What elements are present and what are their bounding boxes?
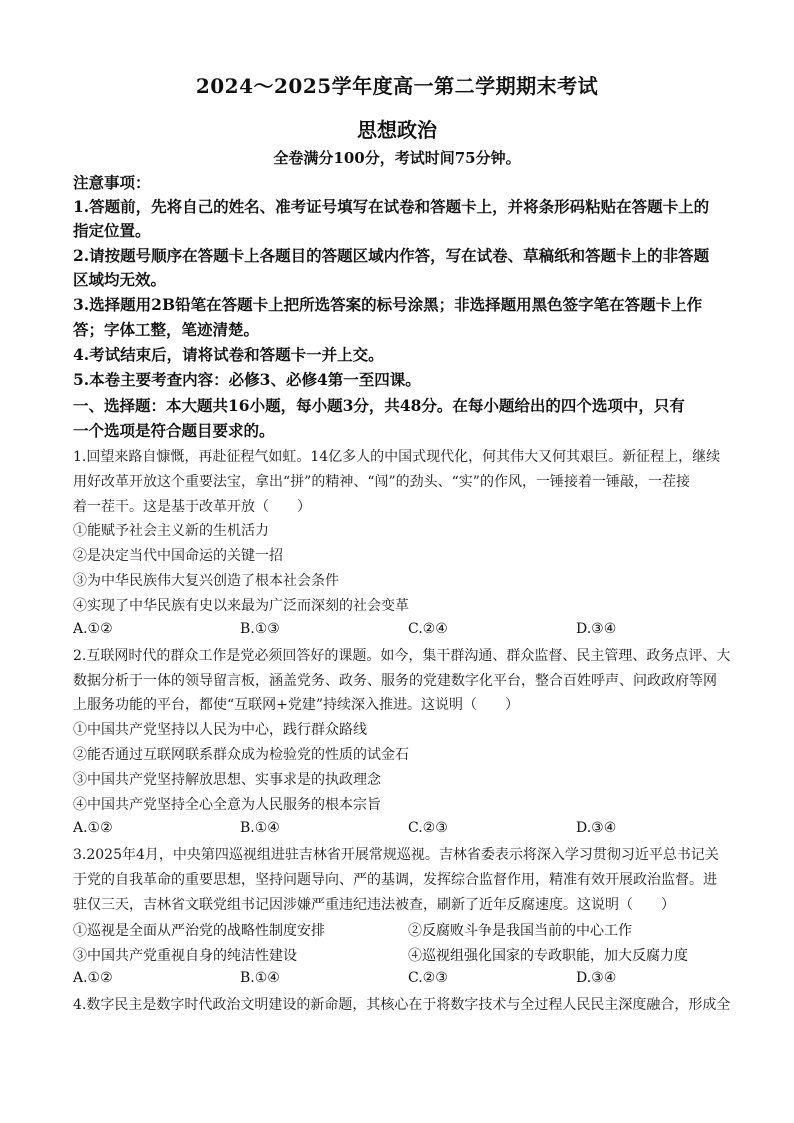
q3-choice-c: C.②③ <box>408 970 448 986</box>
note-3-line-2: 答；字体工整，笔迹清楚。 <box>73 320 260 339</box>
note-1-line-2: 指定位置。 <box>73 221 151 240</box>
q3-stem-line-1: 3.2025年4月，中央第四巡视组进驻吉林省开展常规巡视。吉林省委表示将深入学习贯彻习近平总书记关 <box>73 847 719 863</box>
q3-statement-3: ③中国共产党重视自身的纯洁性建设 <box>73 948 297 964</box>
q2-stem-line-1: 2.互联网时代的群众工作是党必须回答好的课题。如今，集干群沟通、群众监督、民主管理、政务点评、大 <box>73 648 731 664</box>
exam-info: 全卷满分100分，考试时间75分钟。 <box>273 149 521 167</box>
q2-choice-a: A.①② <box>73 820 113 836</box>
q1-stem-line-1: 1.回望来路自慷慨，再赴征程气如虹。14亿多人的中国式现代化，何其伟大又何其艰巨。新征程上，继续 <box>73 449 721 465</box>
section-heading-line-1: 一、选择题：本大题共16小题，每小题3分，共48分。在每小题给出的四个选项中，只有 <box>73 396 685 415</box>
q1-choice-a: A.①② <box>73 621 113 637</box>
q3-choice-d: D.③④ <box>576 970 617 986</box>
q3-choice-b: B.①④ <box>240 970 280 986</box>
q1-statement-4: ④实现了中华民族有史以来最为广泛而深刻的社会变革 <box>73 598 409 614</box>
q3-stem-line-2: 于党的自我革命的重要思想，坚持问题导向、严的基调，发挥综合监督作用，精准有效开展政治监督。进 <box>73 872 717 888</box>
section-heading-line-2: 一个选项是符合题目要求的。 <box>73 421 275 440</box>
exam-title: 2024～2025学年度高一第二学期期末考试 <box>195 74 599 98</box>
q1-stem-line-2: 用好改革开放这个重要法宝，拿出“拼”的精神、“闯”的劲头、“实”的作风，一锤接着一锤敲，一茬接 <box>73 474 690 490</box>
q1-statement-2: ②是决定当代中国命运的关键一招 <box>73 548 283 564</box>
note-3-line-1: 3.选择题用2B铅笔在答题卡上把所选答案的标号涂黑；非选择题用黑色签字笔在答题卡上作 <box>73 295 703 314</box>
q3-statement-2: ②反腐败斗争是我国当前的中心工作 <box>408 923 632 939</box>
note-5: 5.本卷主要考查内容：必修3、必修4第一至四课。 <box>73 370 421 389</box>
q1-stem-line-3: 着一茬干。这是基于改革开放（ ） <box>73 499 311 515</box>
q3-statement-4: ④巡视组强化国家的专政职能，加大反腐力度 <box>408 948 688 964</box>
q2-stem-line-3: 上服务功能的平台，都使“互联网+党建”持续深入推进。这说明（ ） <box>73 697 520 713</box>
q1-statement-1: ①能赋予社会主义新的生机活力 <box>73 523 269 539</box>
notes-heading: 注意事项： <box>73 173 151 192</box>
q2-statement-4: ④中国共产党坚持全心全意为人民服务的根本宗旨 <box>73 797 381 813</box>
q2-choice-d: D.③④ <box>576 820 617 836</box>
q2-statement-3: ③中国共产党坚持解放思想、实事求是的执政理念 <box>73 772 381 788</box>
subject-title: 思想政治 <box>357 118 437 142</box>
q3-choice-a: A.①② <box>73 970 113 986</box>
q1-choice-b: B.①③ <box>240 621 280 637</box>
q3-stem-line-3: 驻仅三天，吉林省文联党组书记因涉嫌严重违纪违法被查，刷新了近年反腐速度。这说明（ ） <box>73 897 675 913</box>
q2-stem-line-2: 数据分析于一体的领导留言板，涵盖党务、政务、服务的党建数字化平台，整合百姓呼声、问政政府等网 <box>73 673 717 689</box>
q1-choice-d: D.③④ <box>576 621 617 637</box>
note-2-line-1: 2.请按题号顺序在答题卡上各题目的答题区域内作答，写在试卷、草稿纸和答题卡上的非答题 <box>73 246 710 265</box>
q1-statement-3: ③为中华民族伟大复兴创造了根本社会条件 <box>73 573 339 589</box>
note-2-line-2: 区域均无效。 <box>73 270 167 289</box>
q1-choice-c: C.②④ <box>408 621 448 637</box>
q2-statement-2: ②能否通过互联网联系群众成为检验党的性质的试金石 <box>73 747 409 763</box>
q4-stem-line-1: 4.数字民主是数字时代政治文明建设的新命题，其核心在于将数字技术与全过程人民民主深度融合，形成全 <box>73 997 731 1013</box>
q2-choice-c: C.②③ <box>408 820 448 836</box>
q3-statement-1: ①巡视是全面从严治党的战略性制度安排 <box>73 923 325 939</box>
note-4: 4.考试结束后，请将试卷和答题卡一并上交。 <box>73 345 384 364</box>
q2-choice-b: B.①④ <box>240 820 280 836</box>
q2-statement-1: ①中国共产党坚持以人民为中心，践行群众路线 <box>73 722 367 738</box>
note-1-line-1: 1.答题前，先将自己的姓名、准考证号填写在试卷和答题卡上，并将条形码粘贴在答题卡上的 <box>73 197 710 216</box>
